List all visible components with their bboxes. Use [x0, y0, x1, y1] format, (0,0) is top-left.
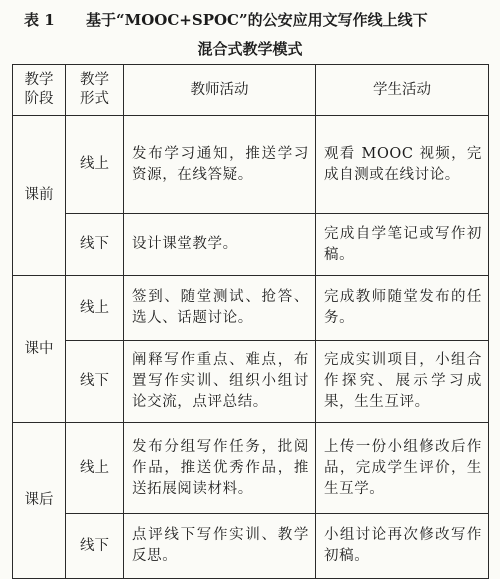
teacher-activity: 发布学习通知，推送学习资源，在线答疑。 [124, 116, 316, 214]
table-row [13, 341, 489, 423]
table-row [13, 514, 489, 579]
table-row [13, 423, 489, 514]
student-activity: 观看 MOOC 视频，完成自测或在线讨论。 [316, 116, 489, 214]
header-stage [13, 65, 66, 116]
form-cell: 线下 [66, 514, 124, 579]
form-cell: 线上 [66, 116, 124, 214]
student-activity: 小组讨论再次修改写作初稿。 [316, 514, 489, 579]
student-activity: 完成教师随堂发布的任务。 [316, 276, 489, 341]
teacher-activity: 设计课堂教学。 [124, 214, 316, 276]
table-row [13, 116, 489, 214]
table-caption [0, 6, 500, 58]
stage-cell: 课前 [13, 116, 66, 276]
header-form-line2: 形式 [80, 91, 109, 107]
teacher-activity: 发布分组写作任务，批阅作品，推送优秀作品，推送拓展阅读材料。 [124, 423, 316, 514]
teacher-activity: 点评线下写作实训、教学反思。 [124, 514, 316, 579]
teaching-mode-table [12, 64, 489, 579]
form-cell: 线上 [66, 423, 124, 514]
table-title-line1: 基于“MOOC+SPOC”的公安应用文写作线上线下 [86, 11, 428, 29]
student-activity: 完成实训项目，小组合作探究、展示学习成果，生生互评。 [316, 341, 489, 423]
teacher-activity: 阐释写作重点、难点，布置写作实训、组织小组讨论交流，点评总结。 [124, 341, 316, 423]
stage-cell: 课中 [13, 276, 66, 423]
student-activity: 上传一份小组修改后作品，完成学生评价，生生互学。 [316, 423, 489, 514]
table-number: 表 1 [24, 11, 55, 29]
header-stage-line2: 阶段 [24, 91, 54, 107]
header-stage-line1: 教学 [24, 72, 54, 88]
teacher-activity: 签到、随堂测试、抢答、选人、话题讨论。 [124, 276, 316, 341]
header-form [66, 65, 124, 116]
stage-cell: 课后 [13, 423, 66, 579]
table-row [13, 214, 489, 276]
table-title-line2: 混合式教学模式 [197, 40, 303, 58]
header-teacher: 教师活动 [124, 65, 316, 116]
header-student: 学生活动 [316, 65, 489, 116]
student-activity: 完成自学笔记或写作初稿。 [316, 214, 489, 276]
header-form-line1: 教学 [80, 72, 109, 88]
table-row [13, 276, 489, 341]
form-cell: 线下 [66, 341, 124, 423]
form-cell: 线上 [66, 276, 124, 341]
form-cell: 线下 [66, 214, 124, 276]
header-row [13, 65, 489, 116]
